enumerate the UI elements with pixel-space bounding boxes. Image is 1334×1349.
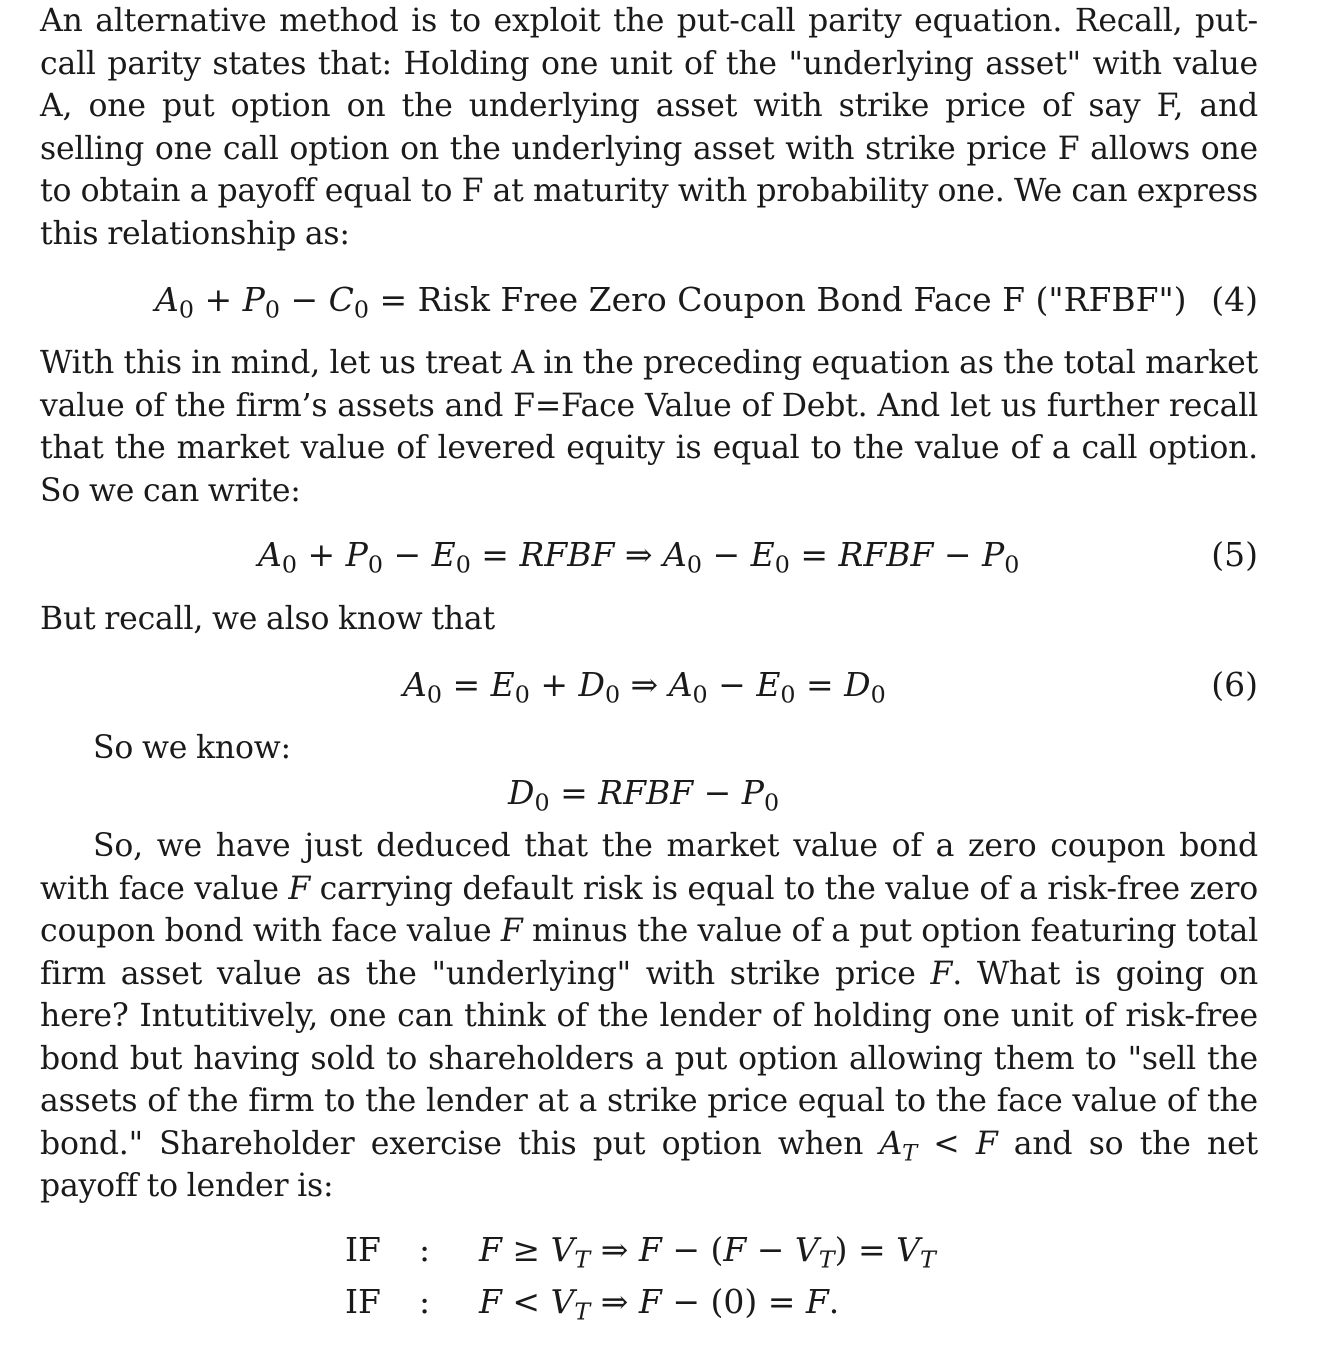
payoff-case-row — [345, 1228, 1045, 1280]
equation-4-rhs: Risk Free Zero Coupon Bond Face F ("RFBF") — [417, 280, 1187, 319]
equation-5: $A_0 + P_0 - E_0$ = RFBF ⇒ $A_0 - E_0$ = RFBF − $P_0$ (5) — [258, 535, 1258, 579]
equation-7: $D_0$ = RFBF − $P_0$ — [508, 773, 780, 817]
case-expression: $F < V_T$ ⇒ F − (0) = F. — [479, 1282, 840, 1326]
paragraph-treat-a: With this in mind, let us treat A in the preceding equation as the total market value of the firm’s assets and F=Face Value of Debt. And let us further recall that the market value of levered equity is equal to the value of a call option. So we can write: — [40, 345, 1258, 509]
case-colon: : — [419, 1282, 431, 1321]
paragraph-deduction: So, we have just deduced that the market value of a zero coupon bond with face value F carrying default risk is equal to the value of a risk-free zero coupon bond with face value F minus the value of a put option featuring total firm asset value as the "underlying" with strike price F. What is going on here? Intutitively, one can think of the lender of holding one unit of risk-free bond but having sold to shareholders a put option allowing them to "sell the assets of the firm to the lender at a strike price equal to the face value of the bond." Shareholder exercise this put option when $A_T < F$ and so the net payoff to lender is: — [40, 828, 1258, 1204]
case-expression: $F \ge V_T$ ⇒ $F - (F - V_T) = V_T$ — [479, 1230, 936, 1274]
paragraph-but-recall: But recall, we also know that — [40, 601, 495, 637]
equation-6: $A_0 = E_0 + D_0$ ⇒ $A_0 - E_0 = D_0$ (6) — [403, 665, 1258, 709]
equation-4: $A_0 + P_0 - C_0$ = Risk Free Zero Coupon Bond Face F ("RFBF") (4) — [155, 280, 1258, 324]
equation-4-number: (4) — [1211, 280, 1258, 319]
payoff-case-row — [345, 1280, 1045, 1332]
case-keyword: IF — [345, 1282, 381, 1321]
equation-6-number: (6) — [1211, 665, 1258, 704]
case-colon: : — [419, 1230, 431, 1269]
paragraph-put-call-parity: An alternative method is to exploit the put-call parity equation. Recall, put-call parity states that: Holding one unit of the "underlying asset" with value A, one put option on the underlying asset with strike price of say F, and selling one call option on the underlying asset with strike price F allows one to obtain a payoff equal to F at maturity with probability one. We can express this relationship as: — [40, 3, 1258, 252]
case-keyword: IF — [345, 1230, 381, 1269]
equation-5-number: (5) — [1211, 535, 1258, 574]
payoff-cases — [345, 1228, 1045, 1332]
paragraph-so-we-know: So we know: — [93, 730, 291, 766]
